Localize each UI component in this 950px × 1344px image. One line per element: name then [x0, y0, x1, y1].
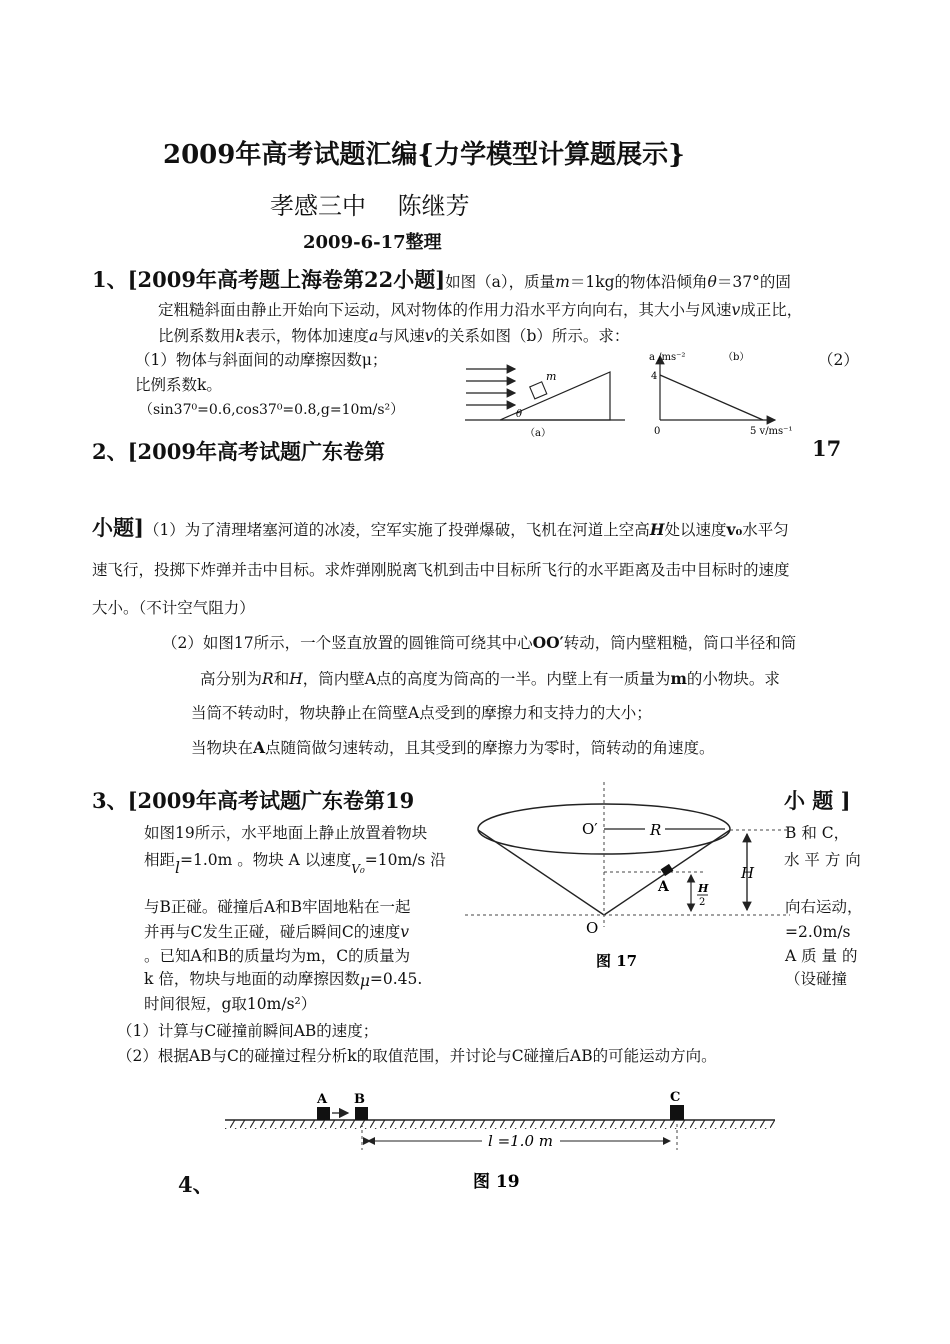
q2-text: ，筒内壁A点的高度为筒高的一半。内壁上有一质量为 — [302, 670, 671, 688]
ground-hatching — [225, 1120, 775, 1129]
q3-text: 并再与C发生正碰，碰后瞬间C的速度 — [144, 923, 401, 941]
q1-var: m — [555, 273, 570, 291]
q2-heading: 2、[2009年高考试题广东卷第 — [92, 439, 385, 464]
q3-line3-left: 与B正碰。碰撞后A和B牢固地粘在一起 — [144, 898, 411, 916]
figure-a-incline — [460, 355, 630, 440]
q3-question1: （1）计算与C碰撞前瞬间AB的速度； — [117, 1022, 379, 1040]
q2-para1-line2: 速飞行，投掷下炸弹并击中目标。求炸弹刚脱离飞机到击中目标所飞行的水平距离及击中目标时的速度 — [92, 561, 790, 579]
q1-var: a — [368, 327, 379, 345]
q3-line5-left: 。已知A和B的质量均为m，C的质量为 — [144, 947, 411, 965]
label-h: H — [741, 864, 755, 882]
mass-label: m — [546, 370, 557, 383]
label-a: A — [658, 879, 669, 895]
q3-var: V₀ — [351, 862, 365, 876]
q1-part2-label: （2） — [818, 351, 859, 369]
q1-var: k — [235, 327, 245, 345]
label-o-top: O′ — [582, 820, 598, 838]
q2-para2-line1 — [162, 635, 796, 652]
block-b — [355, 1107, 368, 1120]
y-tick-label: 4 — [651, 371, 658, 382]
block-a — [661, 864, 674, 876]
label-b: B — [354, 1092, 365, 1107]
angle-label: θ — [516, 409, 523, 420]
q2-var: H — [289, 670, 303, 688]
q1-text: 定粗糙斜面由静止开始向下运动，风对物体的作用力沿水平方向向右，其大小与风速 — [158, 301, 732, 319]
mass-block — [530, 382, 547, 399]
q3-line7: 时间很短，g取10m/s²） — [144, 995, 317, 1013]
q2-heading-cont: 小题] — [92, 515, 144, 540]
q3-line1-left: 如图19所示，水平地面上静止放置着物块 — [144, 824, 428, 842]
figure-17-cone — [465, 782, 790, 980]
q3-text: =10m/s 沿 — [364, 851, 446, 869]
q2-text: 当物块在 — [191, 739, 254, 757]
q1-line1 — [92, 264, 791, 294]
q3-var: l — [175, 859, 180, 877]
distance-label: l =1.0 m — [488, 1132, 553, 1150]
q3-heading: 3、[2009年高考试题广东卷第19 — [92, 788, 415, 813]
q3-line2-right: 水 平 方 向 — [784, 851, 861, 869]
cone-side-left — [478, 830, 604, 915]
label-c: C — [670, 1090, 681, 1105]
q2-text: 和 — [273, 670, 290, 688]
q2-text: 高分别为 — [200, 670, 263, 688]
figure-a-caption: （a） — [525, 428, 551, 439]
q2-para1-line3: 大小。（不计空气阻力） — [92, 599, 255, 617]
q3-heading-right: 小 题 ] — [784, 788, 851, 813]
q4-heading: 4、 — [178, 1172, 214, 1197]
q1-line3 — [158, 329, 629, 345]
q1-text: ＝37°的固 — [716, 273, 791, 291]
q1-text: 与风速 — [378, 327, 425, 345]
q2-var: R — [262, 670, 274, 688]
q1-heading: 1、[2009年高考题上海卷第22小题] — [92, 267, 446, 292]
figure-17-caption: 图 17 — [596, 952, 638, 970]
q1-var: v — [731, 301, 741, 319]
block-a — [317, 1107, 330, 1120]
q3-line1-right: B 和 C， — [785, 824, 850, 842]
label-two: 2 — [699, 897, 706, 908]
q2-text: （2）如图17所示，一个竖直放置的圆锥筒可绕其中心 — [162, 634, 533, 652]
q2-text: 水平匀 — [742, 521, 789, 539]
label-o: O — [586, 919, 599, 937]
q3-question2: （2）根据AB与C的碰撞过程分析k的取值范围，并讨论与C碰撞后AB的可能运动方向。 — [117, 1047, 717, 1065]
q2-para2-line2 — [200, 671, 780, 688]
q1-part2: 比例系数k。 — [135, 376, 222, 394]
q1-part1: （1）物体与斜面间的动摩擦因数μ； — [135, 351, 388, 369]
q2-para2-line3: 当筒不转动时，物块静止在筒壁A点受到的摩擦力和支持力的大小； — [191, 704, 652, 722]
q1-text: 成正比， — [740, 301, 803, 319]
q3-var: μ — [359, 972, 370, 990]
q1-text: 的关系如图（b）所示。求： — [433, 327, 630, 345]
q1-line2 — [158, 303, 802, 319]
q2-para2-line4 — [191, 740, 715, 757]
q3-var: v — [400, 923, 409, 941]
figure-19-blocks — [220, 1088, 780, 1194]
q2-text: 转动，筒内壁粗糙，筒口半径和筒 — [563, 634, 797, 652]
label-r: R — [650, 821, 662, 839]
q2-text: 的小物块。求 — [686, 670, 780, 688]
q2-para1-line1 — [92, 512, 789, 542]
q2-var: A — [253, 738, 266, 757]
q1-text: 比例系数用 — [158, 327, 236, 345]
q3-line3-right: 向右运动， — [785, 898, 863, 916]
q2-var: v₀ — [726, 520, 743, 539]
q3-line4-right: =2.0m/s — [785, 923, 851, 941]
q3-text: k 倍，物块与地面的动摩擦因数 — [144, 970, 360, 988]
q1-text: 如图（a），质量 — [445, 273, 556, 291]
q1-given: （sin37⁰=0.6,cos37⁰=0.8,g=10m/s²） — [139, 402, 405, 418]
q3-text: =0.45. — [369, 970, 423, 988]
q3-text: 相距 — [144, 851, 176, 869]
block-c — [670, 1105, 684, 1120]
q3-line6 — [144, 972, 422, 988]
x-axis-label: 5 v/ms⁻¹ — [750, 426, 793, 437]
figure-b-caption: （b） — [723, 352, 750, 363]
q2-text: （1）为了清理堵塞河道的冰凌，空军实施了投弹爆破，飞机在河道上空高 — [143, 521, 650, 539]
q2-heading-number: 17 — [812, 436, 842, 461]
date-line: 2009-6-17整理 — [303, 232, 442, 253]
q1-var: θ — [707, 273, 717, 291]
q3-line6-right: （设碰撞 — [785, 970, 848, 988]
y-axis-label: a /ms⁻² — [649, 352, 686, 363]
q1-text: 表示，物体加速度 — [244, 327, 369, 345]
page-title: 2009年高考试题汇编{力学模型计算题展示} — [163, 140, 685, 170]
q3-line4 — [144, 925, 409, 941]
q3-text: =1.0m 。物块 A 以速度 — [179, 851, 352, 869]
q2-var: H — [649, 520, 665, 539]
figure-19-caption: 图 19 — [473, 1172, 520, 1192]
q3-line2 — [144, 851, 446, 877]
q1-var: v — [424, 327, 434, 345]
label-a: A — [317, 1092, 328, 1107]
q2-text: 处以速度 — [664, 521, 727, 539]
author-line: 孝感三中 陈继芳 — [270, 192, 470, 220]
q3-line5-right: A 质 量 的 — [785, 947, 858, 965]
q2-text: 点随筒做匀速转动，且其受到的摩擦力为零时，筒转动的角速度。 — [265, 739, 715, 757]
origin-label: 0 — [654, 426, 661, 437]
q2-var: m — [670, 669, 687, 688]
figure-b-graph — [645, 348, 805, 440]
q1-text: ＝1kg的物体沿倾角 — [569, 273, 708, 291]
label-h-half: H — [698, 882, 709, 895]
graph-line — [660, 375, 763, 420]
q2-var: OO′ — [532, 633, 564, 652]
